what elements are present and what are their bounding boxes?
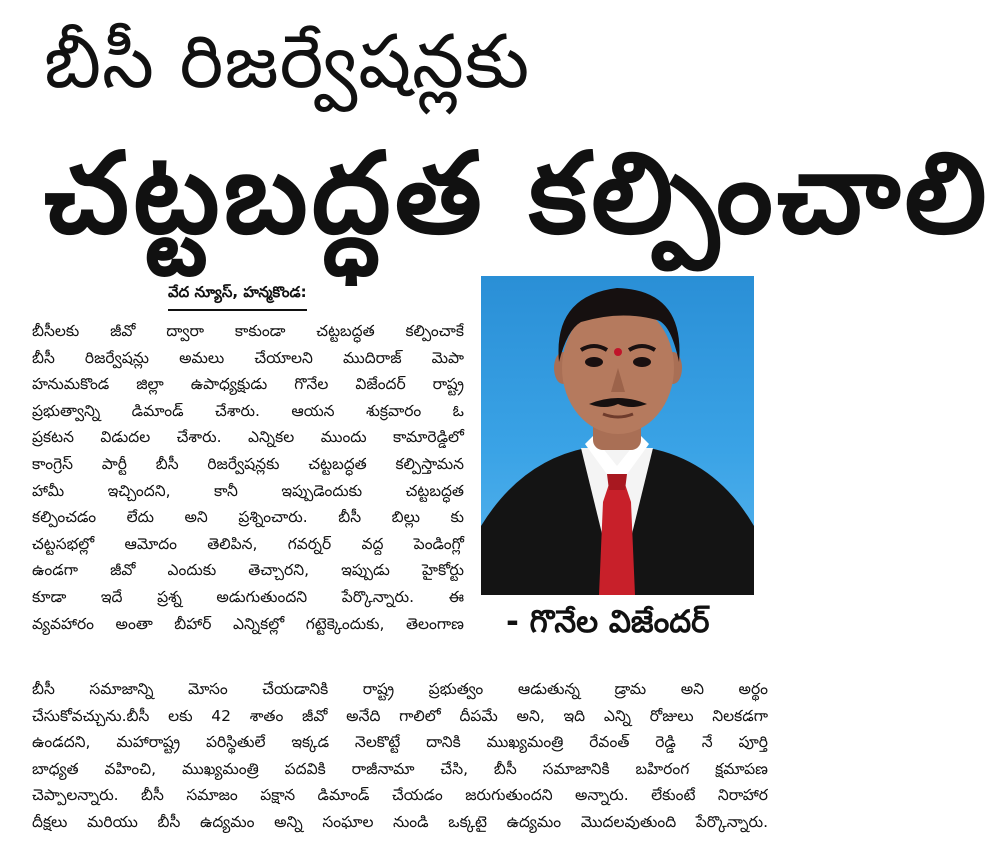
body-line: బీసీ రిజర్వేషన్లు అమలు చేయాలని ముదిరాజ్ మెపా: [32, 348, 464, 367]
body-line: బాధ్యత వహించి, ముఖ్యమంత్రి పదవికి రాజీనామా చేసి, బీసీ సమాజానికి బహిరంగ క్షమాపణ: [32, 759, 768, 778]
body-line: వ్యవహారం అంతా బీహార్ ఎన్నికల్లో గట్టెక్కెందుకు, తెలంగాణ: [32, 614, 464, 633]
body-line: హనుమకొండ జిల్లా ఉపాధ్యక్షుడు గొనేల విజేందర్ రాష్ట్ర: [32, 375, 464, 394]
body-line: ఉండదని, మహారాష్ట్ర పరిస్థితులే ఇక్కడ నెలకొట్టే దానికి ముఖ్యమంత్రి రేవంత్ రెడ్డి నే పూర్తి: [32, 733, 768, 752]
body-line: చట్టసభల్లో ఆమోదం తెలిపిన, గవర్నర్ వద్ద పెండింగ్లో: [32, 534, 464, 553]
body-line: దీక్షలు మరియు బీసీ ఉద్యమం అన్ని సంఘాల నుండి ఒక్కటై ఉద్యమం మొదలవుతుంది పేర్కొన్నారు.: [32, 812, 768, 831]
body-line: ప్రకటన విడుదల చేశారు. ఎన్నికల ముందు కామారెడ్డిలో: [32, 428, 464, 447]
body-line: చెప్పాలన్నారు. బీసీ సమాజం పక్షాన డిమాండ్ చేయడం జరుగుతుందని అన్నారు. లేకుంటే నిరాహార: [32, 786, 768, 805]
headline-line-1: బీసీ రిజర్వేషన్లకు: [44, 19, 531, 105]
body-line: ఉండగా జీవో ఎందుకు తెచ్చారని, ఇప్పుడు హైకోర్టు: [32, 561, 464, 580]
tie: [599, 484, 635, 595]
bindi: [614, 348, 622, 356]
tie-knot: [607, 474, 627, 490]
body-line: బీసీ సమాజాన్ని మోసం చేయడానికి రాష్ట్ర ప్రభుత్వం ఆడుతున్న డ్రామ అని అర్థం: [32, 680, 768, 698]
body-line: చేసుకోవచ్చును.బీసీ లకు 42 శాతం జీవో అనేది గాలిలో దీపమే అని, ఇది ఎన్ని రోజులు నిలకడగా: [32, 706, 768, 725]
eye-left: [585, 357, 603, 367]
body-line: కూడా ఇదే ప్రశ్న అడుగుతుందని పేర్కొన్నారు. ఈ: [32, 587, 464, 606]
headline-line-2: చట్టబద్ధత కల్పించాలి: [44, 129, 991, 259]
body-line: బీసీలకు జీవో ద్వారా కాకుండా చట్టబద్ధత కల్పించాకే: [32, 322, 464, 340]
body-column-wide: [32, 676, 768, 836]
portrait-photo: [481, 276, 754, 595]
body-column-narrow: [32, 318, 464, 637]
body-line: కల్పించడం లేదు అని ప్రశ్నించారు. బీసీ బిల్లు కు: [32, 508, 464, 527]
body-line: కాంగ్రెస్ పార్టీ బీసీ రిజర్వేషన్లకు చట్టబద్ధత కల్పిస్తామన: [32, 454, 464, 473]
body-line: ప్రభుత్వాన్ని డిమాండ్ చేశారు. ఆయన శుక్రవారం ఓ: [32, 401, 464, 420]
portrait-illustration: [481, 276, 754, 595]
body-line: హామీ ఇచ్చిందని, కానీ ఇప్పుడెందుకు చట్టబద్ధత: [32, 481, 464, 500]
dateline: వేద న్యూస్, హన్మకొండ:: [168, 283, 307, 311]
photo-caption: - గొనేల విజేందర్: [506, 604, 710, 640]
eye-right: [633, 357, 651, 367]
